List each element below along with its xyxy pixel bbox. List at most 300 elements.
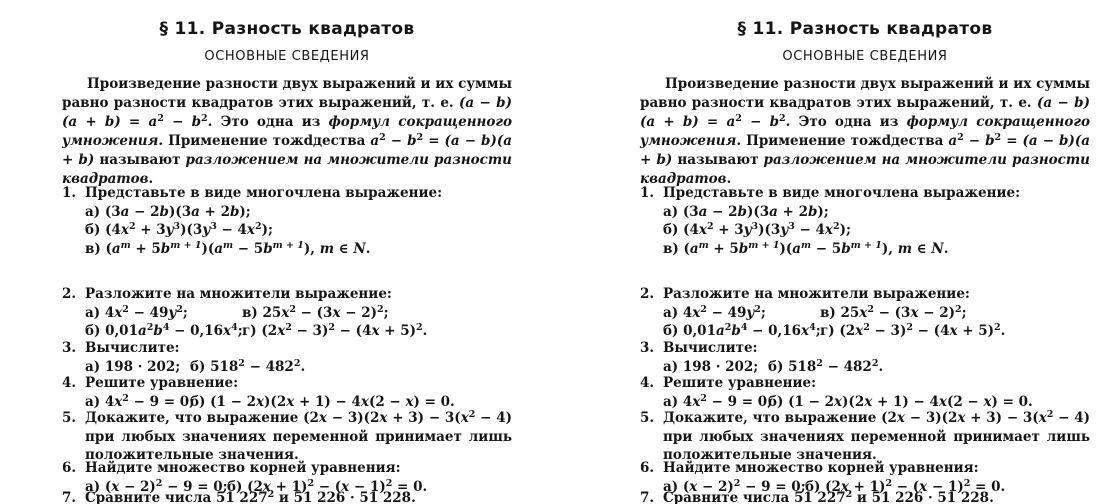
text-segment: x bbox=[371, 323, 380, 339]
text-segment: x bbox=[114, 393, 123, 410]
text-segment: ; bbox=[383, 304, 389, 321]
exponent: m + 1 bbox=[170, 239, 202, 251]
text-segment: x bbox=[801, 323, 810, 339]
text-segment: ∈ bbox=[911, 240, 932, 257]
text-segment: b bbox=[160, 240, 171, 257]
exponent: 2 bbox=[700, 303, 707, 315]
problem-number: 1. bbox=[640, 185, 655, 201]
text-segment: a bbox=[689, 240, 699, 257]
problem-text bbox=[663, 285, 1090, 304]
exponent: 2 bbox=[176, 303, 183, 315]
text-segment: называют bbox=[94, 152, 186, 168]
problem-number: 1. bbox=[62, 185, 77, 201]
text-segment: формул сокращенного умножения bbox=[640, 114, 1090, 149]
problem-7 bbox=[640, 489, 1090, 504]
text-segment: a bbox=[698, 203, 708, 220]
text-segment: . Это одна из bbox=[785, 114, 907, 130]
text-segment: )(2 bbox=[264, 393, 287, 410]
text-segment: − 4 bbox=[794, 222, 825, 238]
exponent: m bbox=[223, 239, 234, 251]
text-segment: = 0. bbox=[970, 478, 1006, 495]
text-segment: Решите уравнение: bbox=[663, 375, 817, 391]
problem-5 bbox=[62, 409, 512, 465]
text-segment: а) 4 bbox=[663, 304, 693, 321]
text-segment: − 1) bbox=[349, 478, 386, 495]
text-segment: (2 − bbox=[946, 393, 984, 410]
text-segment: x bbox=[262, 478, 271, 495]
text-segment: N bbox=[931, 240, 944, 257]
text-segment: б) 518 bbox=[190, 358, 239, 375]
text-segment: )(3 bbox=[168, 203, 192, 220]
text-segment: и 51 226 · 51 228. bbox=[274, 490, 416, 504]
problem-subitem-row bbox=[85, 304, 512, 323]
problem-text bbox=[85, 339, 512, 358]
exponent: 2 bbox=[379, 132, 386, 143]
text-segment: в) 25 bbox=[242, 304, 282, 321]
text-segment: + 1) − 4 bbox=[872, 393, 939, 410]
text-segment: a bbox=[214, 240, 224, 257]
text-segment: − 2 bbox=[707, 203, 738, 220]
text-segment: x bbox=[379, 410, 388, 426]
problem-subitem-row bbox=[85, 221, 512, 240]
text-segment: − 0,16 bbox=[169, 323, 224, 339]
problem-number: 2. bbox=[62, 286, 77, 302]
text-segment: Произведение разности двух выражений и их суммы равно разности квадратов этих выражений, т. е. bbox=[640, 76, 1090, 111]
text-segment: b bbox=[159, 203, 169, 220]
exponent: 2 bbox=[155, 477, 163, 489]
text-segment: б) (4 bbox=[85, 222, 121, 238]
text-segment: . Это одна из bbox=[207, 114, 329, 130]
text-segment: + 3) − 3( bbox=[387, 410, 461, 426]
text-segment: x bbox=[949, 323, 958, 339]
text-segment: x bbox=[840, 478, 849, 495]
exponent: m + 1 bbox=[850, 239, 882, 251]
exponent: 2 bbox=[754, 303, 761, 315]
text-segment: x bbox=[957, 410, 966, 426]
text-segment: формул сокращенного умножения bbox=[62, 114, 512, 149]
page-column-left bbox=[62, 0, 512, 504]
text-segment: − 482 bbox=[244, 358, 294, 375]
exponent: 2 bbox=[254, 221, 262, 232]
text-segment: а) 198 · 202; bbox=[85, 358, 181, 375]
problem-number: 2. bbox=[640, 286, 655, 302]
text-segment: − 5 bbox=[811, 240, 842, 257]
text-segment: x bbox=[286, 393, 295, 410]
section-subtitle: ОСНОВНЫЕ СВЕДЕНИЯ bbox=[204, 49, 370, 64]
text-segment: − 9 = 0; bbox=[128, 393, 195, 410]
text-segment: x bbox=[111, 478, 120, 495]
text-segment: + 3 bbox=[713, 222, 744, 238]
text-segment: в) ( bbox=[663, 240, 690, 257]
intro-paragraph bbox=[640, 75, 1090, 189]
text-segment: б) 0,01 bbox=[663, 323, 716, 339]
problem-text bbox=[663, 459, 1090, 478]
problem-subitem bbox=[820, 304, 967, 323]
exponent: 2 bbox=[963, 477, 971, 489]
exponent: 2 bbox=[146, 322, 154, 333]
text-segment: называют bbox=[672, 152, 764, 168]
text-segment: − 4) при любых значениях переменной принимает лишь положительные значения. bbox=[663, 410, 1090, 463]
problem-text bbox=[663, 374, 1090, 393]
text-segment: г) (2 bbox=[820, 323, 856, 339]
text-segment: x bbox=[460, 410, 469, 426]
problem-number: 6. bbox=[640, 460, 655, 476]
problem-subitem-row bbox=[85, 322, 512, 341]
problem-subitem bbox=[663, 203, 829, 222]
problem-subitem-row bbox=[663, 304, 1090, 323]
exponent: 2 bbox=[128, 221, 136, 232]
text-segment: x bbox=[855, 323, 864, 339]
text-segment: a bbox=[792, 240, 802, 257]
text-segment: − b bbox=[741, 114, 780, 130]
text-segment: б) (4 bbox=[663, 222, 699, 238]
exponent: 2 bbox=[122, 392, 129, 404]
text-segment: . bbox=[300, 358, 306, 375]
exponent: 2 bbox=[955, 303, 962, 315]
text-segment: x bbox=[692, 304, 701, 321]
exponent: 3 bbox=[788, 221, 795, 232]
text-segment: (a − b)(a + b) = a bbox=[640, 95, 1090, 130]
text-segment: − b bbox=[963, 133, 995, 149]
text-segment: . bbox=[422, 323, 428, 339]
problem-subitem bbox=[663, 322, 820, 341]
text-segment: x bbox=[223, 323, 232, 339]
problem-4 bbox=[640, 374, 1090, 411]
text-segment: а) 4 bbox=[85, 304, 115, 321]
text-segment: x bbox=[281, 304, 290, 321]
text-segment: )(3 bbox=[746, 203, 770, 220]
exponent: 2 bbox=[779, 113, 786, 124]
text-segment: Представьте в виде многочлена выражение: bbox=[663, 185, 1021, 201]
exponent: 2 bbox=[1046, 409, 1054, 420]
problem-7 bbox=[62, 489, 512, 504]
text-segment: Сравните числа 51 227 bbox=[85, 490, 268, 504]
text-segment: a bbox=[769, 203, 778, 220]
problem-subitem bbox=[242, 304, 389, 323]
text-segment: − 2) bbox=[697, 478, 734, 495]
text-segment: Разложите на множители выражение: bbox=[663, 286, 970, 302]
problem-5 bbox=[640, 409, 1090, 465]
text-segment: − 3)(2 bbox=[904, 410, 958, 426]
text-segment: а) 198 · 202; bbox=[663, 358, 759, 375]
section-title: § 11. Разность квадратов bbox=[737, 19, 993, 39]
text-segment: а) 4 bbox=[663, 393, 693, 410]
text-segment: x bbox=[318, 410, 327, 426]
text-segment: b bbox=[807, 203, 818, 220]
problem-number: 7. bbox=[62, 490, 77, 504]
exponent: 2 bbox=[994, 322, 1001, 333]
text-segment: − b bbox=[163, 114, 202, 130]
exponent: 2 bbox=[994, 132, 1002, 143]
text-segment: в) 25 bbox=[820, 304, 860, 321]
text-segment: = 0. bbox=[392, 478, 428, 495]
exponent: 2 bbox=[832, 221, 840, 232]
text-segment: . bbox=[1000, 323, 1006, 339]
problem-number: 7. bbox=[640, 490, 655, 504]
exponent: 2 bbox=[416, 322, 423, 333]
problem-number: 3. bbox=[62, 340, 77, 356]
text-segment: Вычислите: bbox=[85, 340, 180, 356]
text-segment: + 3 bbox=[135, 222, 166, 238]
text-segment: ) = 0. bbox=[413, 393, 455, 410]
exponent: 4 bbox=[231, 322, 238, 333]
text-segment: x bbox=[1038, 410, 1047, 426]
text-segment: x bbox=[689, 478, 698, 495]
text-segment: )( bbox=[201, 240, 215, 257]
text-segment: ), bbox=[881, 240, 898, 257]
text-segment: в) ( bbox=[85, 240, 112, 257]
text-segment: − 2) bbox=[918, 304, 956, 321]
text-segment: a bbox=[948, 133, 958, 149]
text-segment: b bbox=[731, 323, 741, 339]
exponent: 2 bbox=[293, 357, 301, 369]
text-segment: . bbox=[878, 358, 884, 375]
exponent: 2 bbox=[733, 477, 741, 489]
problem-number: 3. bbox=[640, 340, 655, 356]
problem-text bbox=[85, 489, 512, 504]
text-segment: Представьте в виде многочлена выражение: bbox=[85, 185, 443, 201]
text-segment: m bbox=[897, 240, 912, 257]
text-segment: ∈ bbox=[333, 240, 354, 257]
text-segment: − 1) bbox=[927, 478, 964, 495]
text-segment: . bbox=[148, 171, 154, 187]
text-segment: б) (2 bbox=[805, 478, 841, 495]
text-segment: b bbox=[737, 203, 747, 220]
problem-text bbox=[85, 374, 512, 393]
exponent: 2 bbox=[468, 409, 476, 420]
problem-number: 6. bbox=[62, 460, 77, 476]
text-segment: б) 518 bbox=[768, 358, 817, 375]
text-segment: = (a − b)(a + b) bbox=[640, 133, 1090, 168]
text-segment: ; bbox=[760, 304, 766, 321]
text-segment: . bbox=[726, 171, 732, 187]
exponent: 3 bbox=[751, 221, 759, 232]
problem-1 bbox=[640, 184, 1090, 258]
problem-number: 5. bbox=[640, 410, 655, 426]
text-segment: )(3 bbox=[180, 222, 203, 238]
text-segment: x bbox=[864, 393, 873, 410]
text-segment: а) ( bbox=[85, 478, 112, 495]
exponent: 4 bbox=[809, 322, 816, 333]
problem-subitem bbox=[663, 304, 820, 323]
text-segment: а) (3 bbox=[663, 203, 699, 220]
exponent: 2 bbox=[416, 132, 424, 143]
problem-4 bbox=[62, 374, 512, 411]
text-segment: b bbox=[153, 323, 163, 339]
exponent: 2 bbox=[706, 221, 714, 232]
text-segment: . bbox=[943, 240, 949, 257]
text-segment: + 1) − 4 bbox=[294, 393, 361, 410]
text-segment: ) = 0. bbox=[991, 393, 1033, 410]
text-segment: б) (1 − 2 bbox=[190, 393, 256, 410]
text-segment: − (3 bbox=[295, 304, 333, 321]
text-segment: a bbox=[715, 323, 725, 339]
text-segment: − 4) при любых значениях переменной принимает лишь положительные значения. bbox=[85, 410, 512, 463]
text-segment: y bbox=[780, 222, 789, 238]
text-segment: разложением на множители разности квадратов bbox=[62, 152, 512, 187]
section-title: § 11. Разность квадратов bbox=[159, 19, 415, 39]
text-segment: x bbox=[983, 393, 992, 410]
text-segment: − (4 bbox=[912, 323, 950, 339]
text-segment: )(3 bbox=[758, 222, 781, 238]
text-segment: Сравните числа 51 227 bbox=[663, 490, 846, 504]
problem-subitem bbox=[85, 221, 273, 240]
text-segment: x bbox=[938, 393, 947, 410]
text-segment: y bbox=[168, 304, 177, 321]
problem-subitem bbox=[85, 304, 242, 323]
text-segment: a bbox=[120, 203, 130, 220]
exponent: 3 bbox=[173, 221, 181, 232]
text-segment: a bbox=[137, 323, 147, 339]
text-segment: . Применение тожdдества bbox=[158, 133, 371, 149]
problem-subitem-row bbox=[663, 221, 1090, 240]
exponent: m bbox=[698, 239, 709, 251]
text-segment: − ( bbox=[314, 478, 342, 495]
text-segment: ); bbox=[239, 203, 251, 220]
text-segment: − 3)(2 bbox=[326, 410, 380, 426]
exponent: 4 bbox=[162, 322, 170, 333]
problem-text bbox=[663, 184, 1090, 203]
text-segment: a bbox=[370, 133, 380, 149]
problem-subitem bbox=[820, 322, 1005, 341]
exponent: 4 bbox=[740, 322, 748, 333]
text-segment: + 3) − 3( bbox=[965, 410, 1039, 426]
text-segment: − b bbox=[385, 133, 417, 149]
problem-number: 4. bbox=[62, 375, 77, 391]
text-segment: + 5) bbox=[957, 323, 995, 339]
text-segment: )( bbox=[779, 240, 793, 257]
intro-paragraph bbox=[62, 75, 512, 189]
problem-subitem bbox=[242, 322, 427, 341]
text-segment: Вычислите: bbox=[663, 340, 758, 356]
text-segment: + 2 bbox=[199, 203, 230, 220]
text-segment: Докажите, что выражение (2 bbox=[663, 410, 897, 426]
exponent: 2 bbox=[957, 132, 964, 143]
text-segment: + 5 bbox=[708, 240, 739, 257]
exponent: 2 bbox=[867, 303, 874, 315]
text-segment: − 3) bbox=[869, 323, 907, 339]
text-segment: + 5) bbox=[379, 323, 417, 339]
text-segment: Произведение разности двух выражений и их суммы равно разности квадратов этих выражений, т. е. bbox=[62, 76, 512, 111]
text-segment: y bbox=[746, 304, 755, 321]
text-segment: а) ( bbox=[663, 478, 690, 495]
exponent: 2 bbox=[201, 113, 208, 124]
text-segment: − 0,16 bbox=[747, 323, 802, 339]
text-segment: x bbox=[341, 478, 350, 495]
problem-3 bbox=[62, 339, 512, 376]
text-segment: а) (3 bbox=[85, 203, 121, 220]
text-segment: − 2) bbox=[340, 304, 378, 321]
exponent: 2 bbox=[871, 357, 879, 369]
text-segment: Решите уравнение: bbox=[85, 375, 239, 391]
text-segment: b bbox=[841, 240, 851, 257]
text-segment: N bbox=[353, 240, 366, 257]
problem-number: 5. bbox=[62, 410, 77, 426]
text-segment: а) 4 bbox=[85, 393, 115, 410]
text-segment: − 2) bbox=[119, 478, 156, 495]
problem-text bbox=[663, 409, 1090, 465]
text-segment: Разложите на множители выражение: bbox=[85, 286, 392, 302]
text-segment: − ( bbox=[892, 478, 920, 495]
text-segment: − (3 bbox=[873, 304, 911, 321]
exponent: m + 1 bbox=[272, 239, 304, 251]
text-segment: x bbox=[332, 304, 341, 321]
exponent: m + 1 bbox=[748, 239, 780, 251]
text-segment: x bbox=[910, 304, 919, 321]
text-segment: − 5 bbox=[233, 240, 264, 257]
text-segment: m bbox=[319, 240, 334, 257]
text-segment: Найдите множество корней уравнения: bbox=[663, 460, 979, 476]
exponent: m bbox=[801, 239, 812, 251]
text-segment: x bbox=[919, 478, 928, 495]
text-segment: − 3) bbox=[291, 323, 329, 339]
exponent: 2 bbox=[157, 113, 164, 124]
exponent: 2 bbox=[377, 303, 384, 315]
problem-3 bbox=[640, 339, 1090, 376]
text-segment: a bbox=[191, 203, 200, 220]
problem-number: 4. bbox=[640, 375, 655, 391]
exponent: 2 bbox=[307, 477, 315, 489]
text-segment: − 482 bbox=[822, 358, 872, 375]
text-segment: x bbox=[277, 323, 286, 339]
text-segment: )(2 bbox=[842, 393, 865, 410]
text-segment: (2 − bbox=[368, 393, 406, 410]
text-segment: − 9 = 0; bbox=[162, 478, 228, 495]
text-segment: x bbox=[824, 222, 833, 238]
text-segment: . Применение тожdдества bbox=[736, 133, 949, 149]
text-segment: x bbox=[698, 222, 707, 238]
exponent: 2 bbox=[906, 322, 913, 333]
problem-text bbox=[85, 285, 512, 304]
problem-subitem-row bbox=[85, 203, 512, 222]
text-segment: y bbox=[743, 222, 752, 238]
problem-2 bbox=[640, 285, 1090, 341]
problem-subitem bbox=[85, 240, 370, 259]
text-segment: − 9 = 0; bbox=[740, 478, 806, 495]
text-segment: x bbox=[114, 304, 123, 321]
text-segment: . bbox=[365, 240, 371, 257]
exponent: 2 bbox=[289, 303, 296, 315]
exponent: 2 bbox=[285, 322, 292, 333]
text-segment: + 1) bbox=[848, 478, 886, 495]
exponent: m bbox=[120, 239, 131, 251]
exponent: 2 bbox=[845, 489, 853, 500]
text-segment: б) 0,01 bbox=[85, 323, 138, 339]
text-segment: x bbox=[360, 393, 369, 410]
page-column-right bbox=[640, 0, 1090, 504]
text-segment: (a − b)(a + b) = a bbox=[62, 95, 512, 130]
text-segment: x bbox=[896, 410, 905, 426]
section-subtitle: ОСНОВНЫЕ СВЕДЕНИЯ bbox=[782, 49, 948, 64]
exponent: 2 bbox=[724, 322, 732, 333]
text-segment: − 9 = 0; bbox=[706, 393, 773, 410]
problem-subitem-row bbox=[663, 240, 1090, 259]
text-segment: ); bbox=[261, 222, 273, 238]
text-segment: ), bbox=[303, 240, 320, 257]
exponent: 2 bbox=[385, 477, 393, 489]
problem-subitem bbox=[663, 221, 851, 240]
exponent: 2 bbox=[885, 477, 893, 489]
text-segment: + 1) bbox=[270, 478, 308, 495]
text-segment: разложением на множители разности квадратов bbox=[640, 152, 1090, 187]
text-segment: − 49 bbox=[706, 304, 747, 321]
text-segment: x bbox=[120, 222, 129, 238]
text-segment: ; bbox=[815, 323, 821, 339]
text-segment: b bbox=[738, 240, 749, 257]
text-segment: − 49 bbox=[128, 304, 169, 321]
text-segment: x bbox=[692, 393, 701, 410]
text-segment: + 5 bbox=[130, 240, 161, 257]
